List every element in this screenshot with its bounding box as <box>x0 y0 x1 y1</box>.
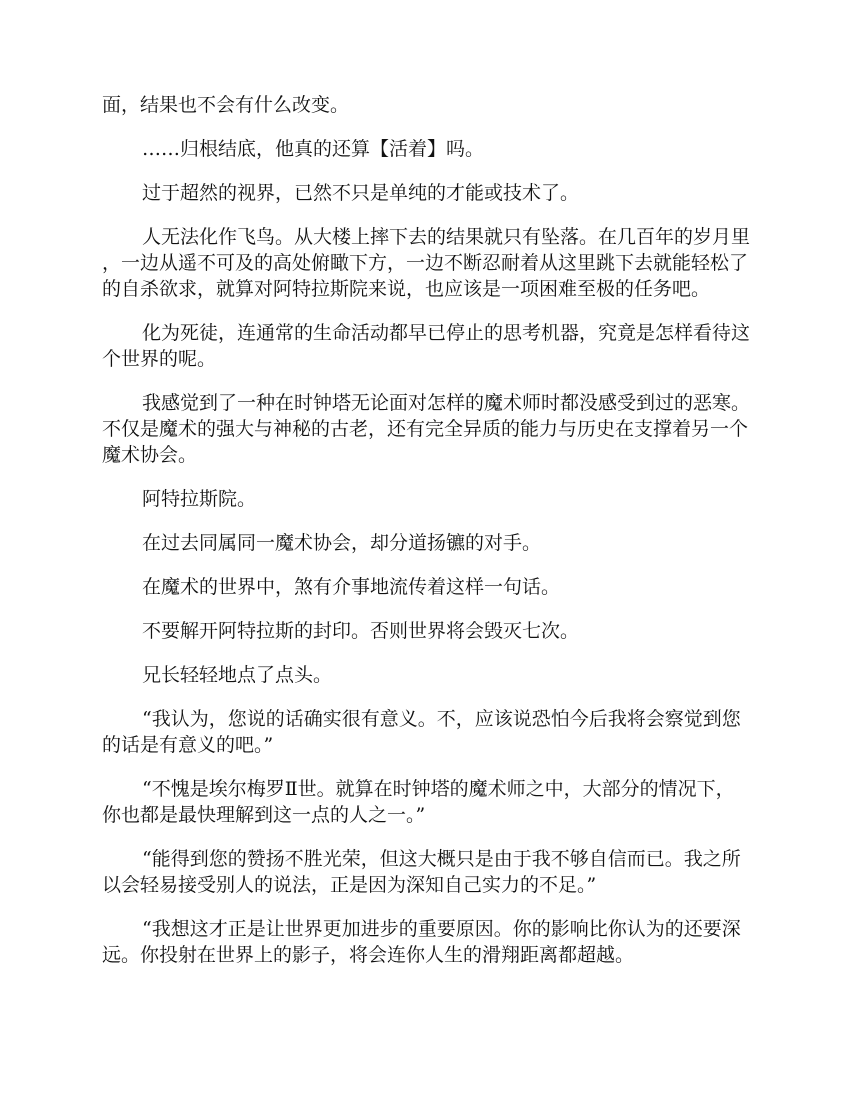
paragraph: 化为死徒，连通常的生命活动都早已停止的思考机器，究竟是怎样看待这个世界的呢。 <box>102 322 751 370</box>
dialogue-paragraph: “能得到您的赞扬不胜光荣，但这大概只是由于我不够自信而已。我之所以会轻易接受别人的说法，正是因为深知自己实力的不足。” <box>102 848 741 896</box>
paragraph: 面，结果也不会有什么改变。 <box>102 94 350 116</box>
document-page <box>102 92 750 986</box>
dialogue-paragraph: “不愧是埃尔梅罗Ⅱ世。就算在时钟塔的魔术师之中，大部分的情况下，你也都是最快理解到这一点的人之一。” <box>102 778 735 826</box>
paragraph: 我感觉到了一种在时钟塔无论面对怎样的魔术师时都没感受到过的恶寒。不仅是魔术的强大与神秘的古老，还有完全异质的能力与历史在支撑着另一个魔术协会。 <box>102 392 751 466</box>
paragraph: 人无法化作飞鸟。从大楼上摔下去的结果就只有坠落。在几百年的岁月里，一边从遥不可及的高处俯瞰下方，一边不断忍耐着从这里跳下去就能轻松了的自杀欲求，就算对阿特拉斯院来说，也应该是一项困难至极的任务吧。 <box>102 226 751 300</box>
paragraph: 在过去同属同一魔术协会，却分道扬镳的对手。 <box>142 532 542 554</box>
paragraph: 不要解开阿特拉斯的封印。否则世界将会毁灭七次。 <box>142 620 580 642</box>
paragraph: ……归根结底，他真的还算【活着】吗。 <box>142 138 485 160</box>
dialogue-paragraph: “我想这才正是让世界更加进步的重要原因。你的影响比你认为的还要深远。你投射在世界上的影子，将会连你人生的滑翔距离都超越。 <box>102 918 741 966</box>
dialogue-paragraph: “我认为，您说的话确实很有意义。不，应该说恐怕今后我将会察觉到您的话是有意义的吧。” <box>102 708 741 756</box>
paragraph: 阿特拉斯院。 <box>142 488 257 510</box>
paragraph: 在魔术的世界中，煞有介事地流传着这样一句话。 <box>142 576 561 598</box>
paragraph: 兄长轻轻地点了点头。 <box>142 664 333 686</box>
paragraph: 过于超然的视界，已然不只是单纯的才能或技术了。 <box>142 182 580 204</box>
